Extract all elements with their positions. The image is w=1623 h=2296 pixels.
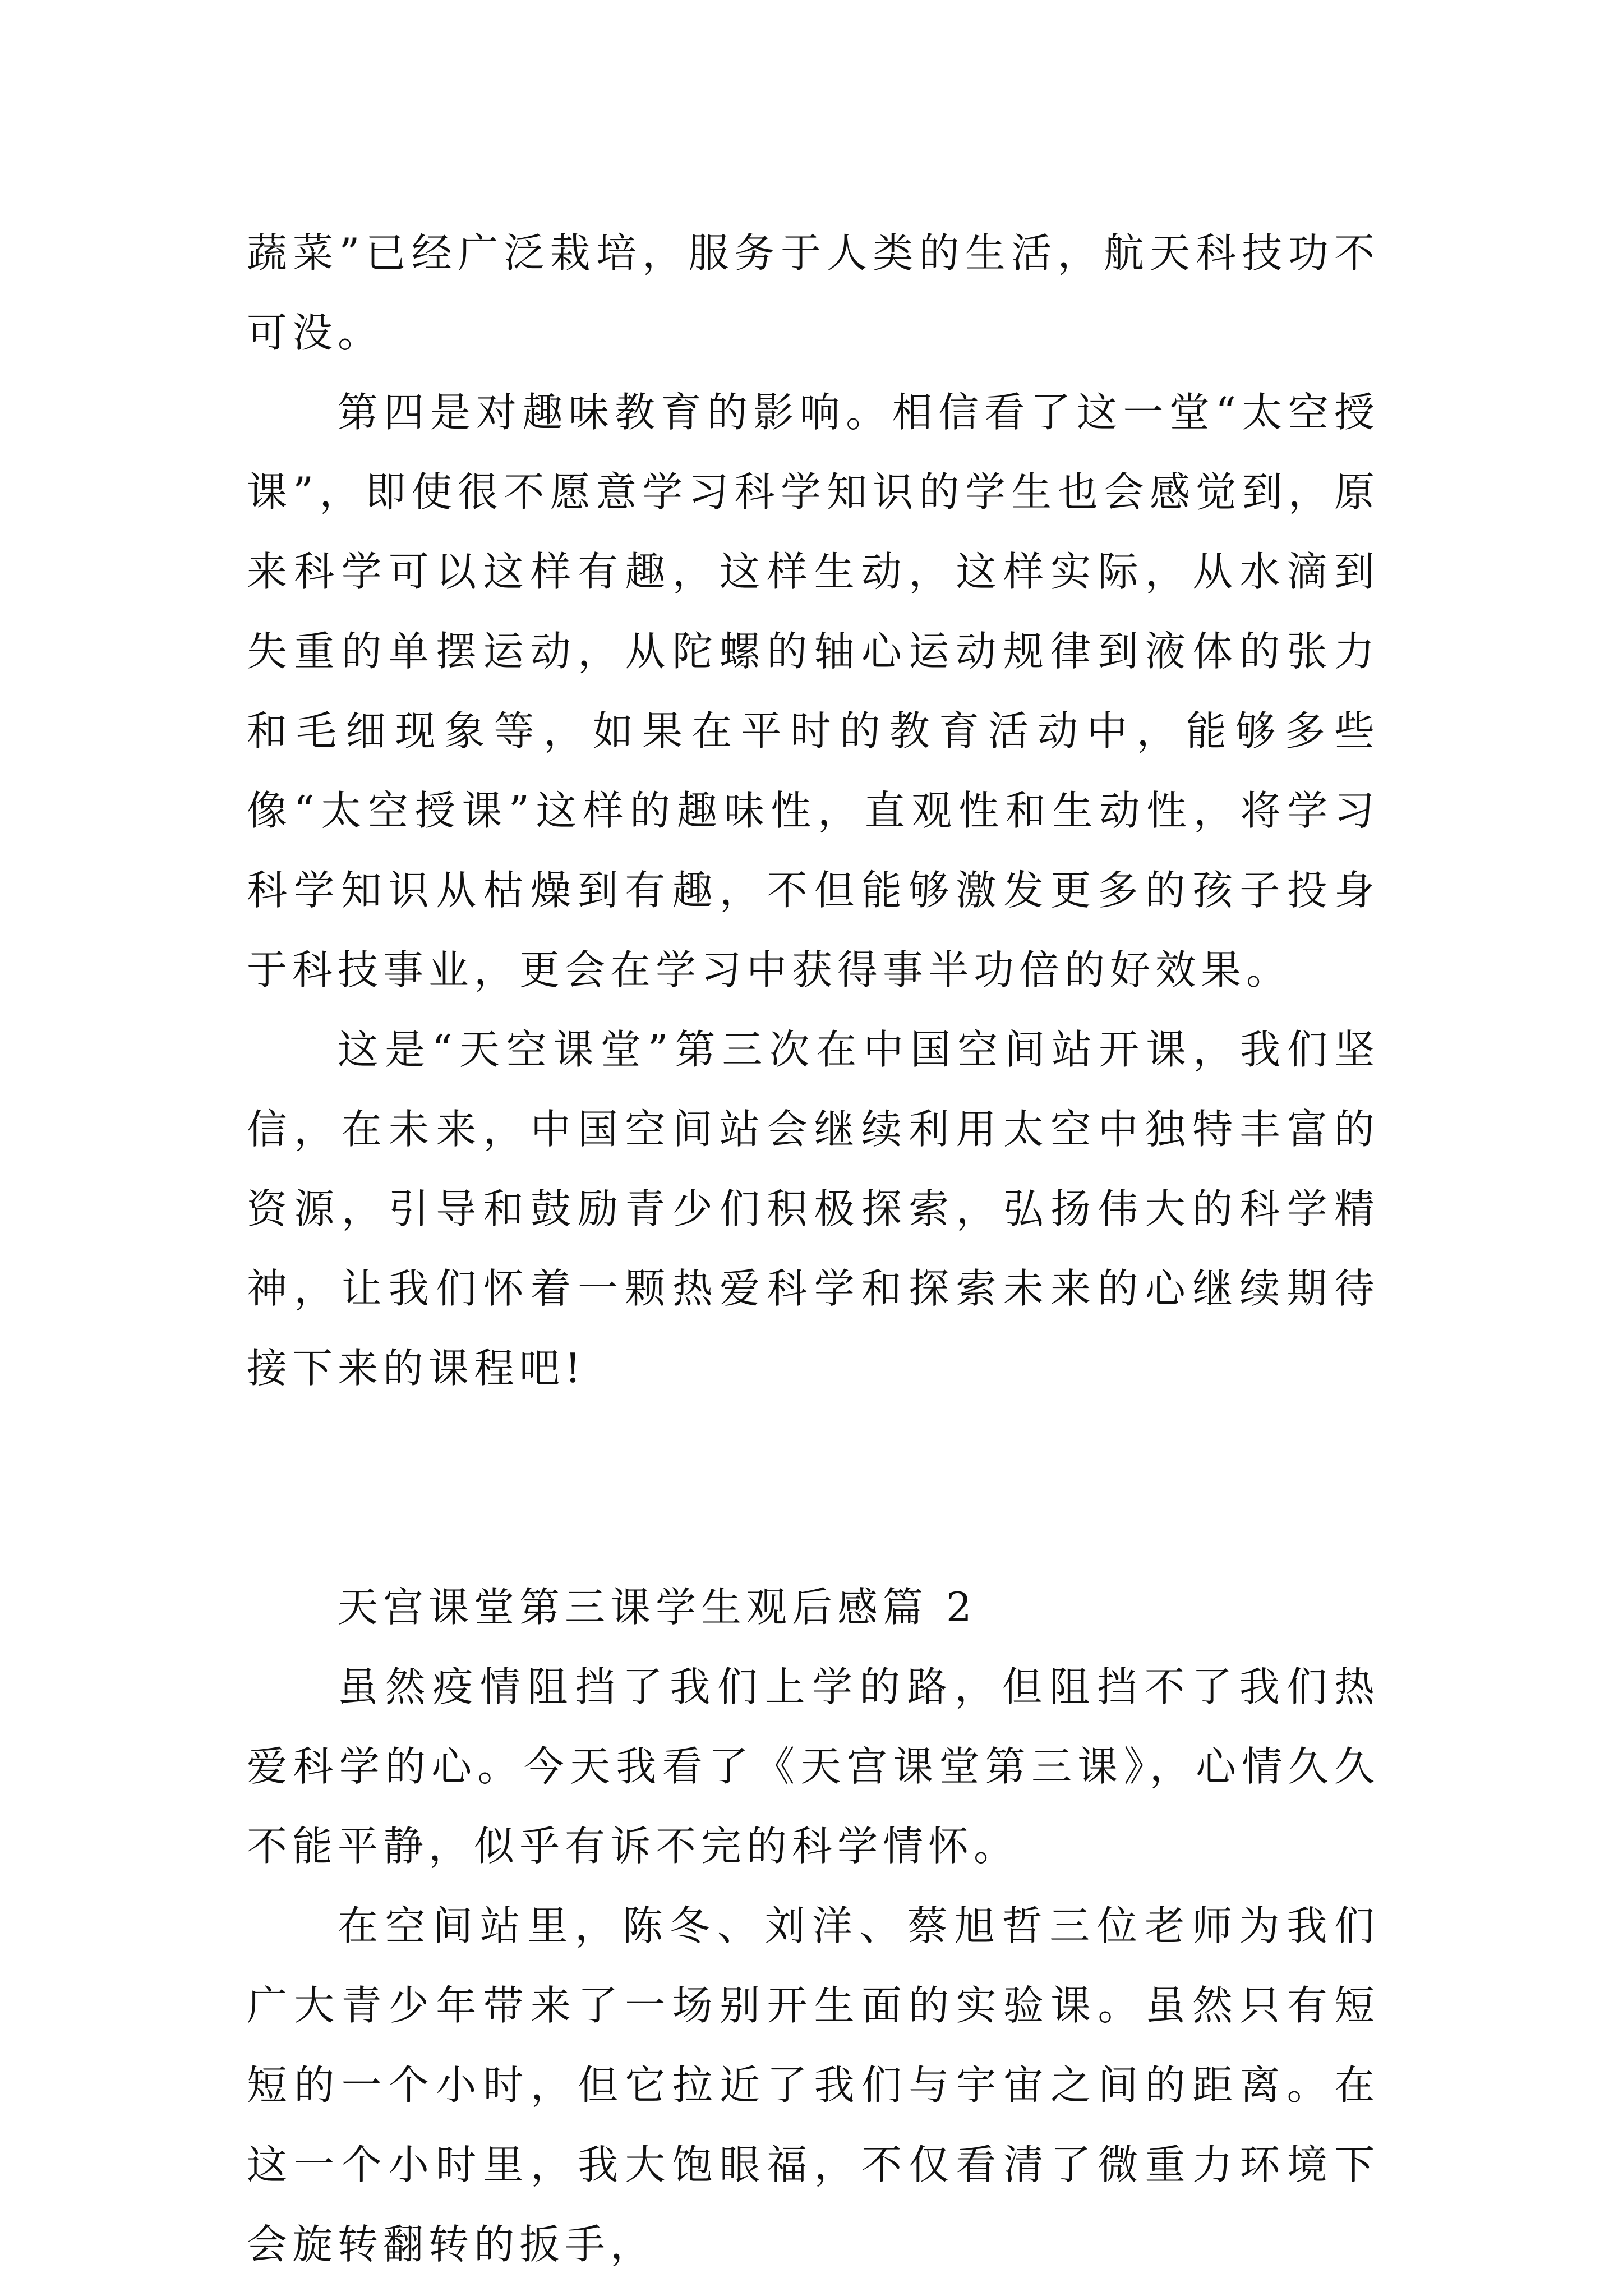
section-gap: [247, 1408, 1380, 1567]
paragraph-space-station: 在空间站里，陈冬、刘洋、蔡旭哲三位老师为我们广大青少年带来了一场别开生面的实验课。虽然只有短短的一个小时，但它拉近了我们与宇宙之间的距离。在这一个小时里，我大饱眼福，不仅看清了微重力环境下会旋转翻转的扳手，: [247, 1902, 1380, 2268]
paragraph-third-lesson: 这是“天空课堂”第三次在中国空间站开课，我们坚信，在未来，中国空间站会继续利用太空中独特丰富的资源，引导和鼓励青少们积极探索，弘扬伟大的科学精神，让我们怀着一颗热爱科学和探索未来的心继续期待接下来的课程吧!: [247, 1026, 1380, 1392]
section-title: 天宫课堂第三课学生观后感篇 2: [338, 1584, 977, 1631]
paragraph-epidemic: 虽然疫情阻挡了我们上学的路，但阻挡不了我们热爱科学的心。今天我看了《天宫课堂第三课》，心情久久不能平静，似乎有诉不完的科学情怀。: [247, 1663, 1380, 1870]
document-body: [247, 213, 1380, 2284]
paragraph-fun-education: 第四是对趣味教育的影响。相信看了这一堂“太空授课”，即使很不愿意学习科学知识的学生也会感觉到，原来科学可以这样有趣，这样生动，这样实际，从水滴到失重的单摆运动，从陀螺的轴心运动规律到液体的张力和毛细现象等，如果在平时的教育活动中，能够多些像“太空授课”这样的趣味性，直观性和生动性，将学习科学知识从枯燥到有趣，不但能够激发更多的孩子投身于科技事业，更会在学习中获得事半功倍的好效果。: [247, 389, 1380, 993]
paragraph-continuation: 蔬菜”已经广泛栽培，服务于人类的生活，航天科技功不可没。: [247, 229, 1380, 356]
